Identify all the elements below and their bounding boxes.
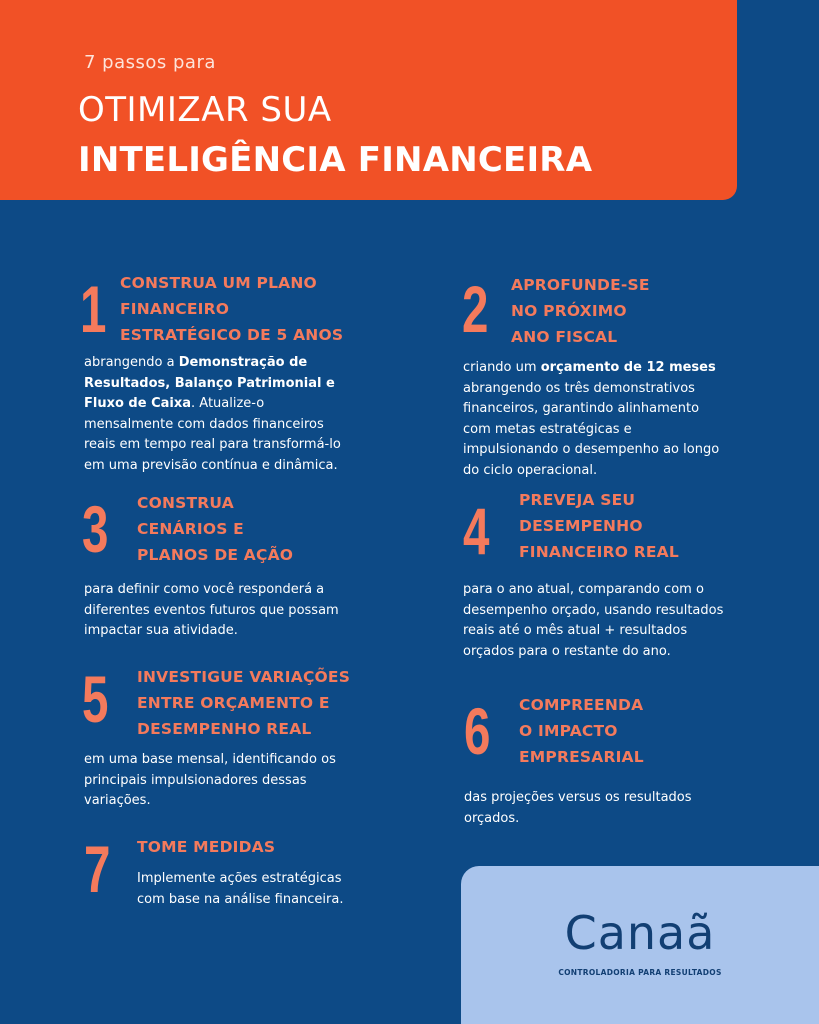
step-6-title-line: EMPRESARIAL xyxy=(519,748,644,766)
step-6-title-line: O IMPACTO xyxy=(519,722,618,740)
step-4-number: 4 xyxy=(463,494,490,568)
step-6-title-line: COMPREENDA xyxy=(519,696,644,714)
step-4-title-line: PREVEJA SEU xyxy=(519,491,636,509)
step-5-number: 5 xyxy=(82,662,109,736)
brand-logo: Canaã xyxy=(564,906,716,960)
step-5-title-line: ENTRE ORÇAMENTO E xyxy=(137,694,330,712)
step-3-title-line: PLANOS DE AÇÃO xyxy=(137,546,294,564)
header-pre: 7 passos para xyxy=(84,52,216,73)
step-1-title xyxy=(120,270,343,348)
step-1-title-line: CONSTRUA UM PLANO xyxy=(120,274,317,292)
step-3-description xyxy=(84,580,354,642)
step-6-description xyxy=(464,788,726,829)
step-5-title-line: INVESTIGUE VARIAÇÕES xyxy=(137,668,351,686)
step-3-desc-pre: para definir como você responderá a diferentes eventos futuros que possam impactar sua atividade. xyxy=(84,582,339,638)
step-2-desc-post: abrangendo os três demonstrativos financeiros, garantindo alinhamento com metas estratégicas e impulsionando o desempenho ao longo do ciclo operacional. xyxy=(463,380,720,478)
step-6-title xyxy=(519,692,644,770)
step-5-desc-pre: em uma base mensal, identificando os principais impulsionadores dessas variações. xyxy=(84,752,336,808)
step-1-desc-pre: abrangendo a xyxy=(84,355,179,370)
step-1-title-line: ESTRATÉGICO DE 5 ANOS xyxy=(120,326,344,344)
logo-panel xyxy=(461,866,819,1024)
step-4-title-line: FINANCEIRO REAL xyxy=(519,543,679,561)
step-3-title-line: CENÁRIOS E xyxy=(137,520,244,538)
step-2-title xyxy=(511,272,650,350)
step-3-title-line: CONSTRUA xyxy=(137,494,234,512)
step-1-number: 1 xyxy=(80,272,107,346)
step-2-title-line: ANO FISCAL xyxy=(511,328,618,346)
step-2-desc-bold: orçamento de 12 meses xyxy=(540,360,716,375)
step-1-desc-bold: Demonstração de Resultados, Balanço Patrimonial e Fluxo de Caixa xyxy=(84,355,335,411)
step-2-title-line: APROFUNDE-SE xyxy=(511,276,650,294)
header-banner xyxy=(0,0,737,200)
step-2-desc-pre: criando um xyxy=(463,360,541,375)
header-title-line1: OTIMIZAR SUA xyxy=(78,90,332,130)
step-1-desc-post: . Atualize-o mensalmente com dados financeiros reais em tempo real para transformá-lo em uma previsão contínua e dinâmica. xyxy=(84,396,341,473)
step-4-title-line: DESEMPENHO xyxy=(519,517,643,535)
step-7-title-line: TOME MEDIDAS xyxy=(137,838,276,856)
step-6-number: 6 xyxy=(464,694,491,768)
header-title-line2: INTELIGÊNCIA FINANCEIRA xyxy=(78,140,593,180)
brand-tagline: CONTROLADORIA PARA RESULTADOS xyxy=(558,968,722,977)
step-1-title-line: FINANCEIRO xyxy=(120,300,230,318)
step-2-title-line: NO PRÓXIMO xyxy=(511,302,627,320)
step-7-description xyxy=(137,869,357,910)
step-1-description xyxy=(84,353,344,476)
step-6-desc-pre: das projeções versus os resultados orçados. xyxy=(464,790,692,826)
step-7-title xyxy=(137,834,275,860)
step-4-title xyxy=(519,487,679,565)
step-4-description xyxy=(463,580,725,662)
step-5-title-line: DESEMPENHO REAL xyxy=(137,720,312,738)
step-2-number: 2 xyxy=(462,272,489,346)
step-3-title xyxy=(137,490,293,568)
step-7-desc-pre: Implemente ações estratégicas com base na análise financeira. xyxy=(137,871,344,907)
step-7-number: 7 xyxy=(84,832,111,906)
step-2-description xyxy=(463,358,728,481)
step-4-desc-pre: para o ano atual, comparando com o desempenho orçado, usando resultados reais até o mês atual + resultados orçados para o restante do ano. xyxy=(463,582,724,659)
step-5-description xyxy=(84,750,354,812)
step-5-title xyxy=(137,664,350,742)
step-3-number: 3 xyxy=(82,492,109,566)
